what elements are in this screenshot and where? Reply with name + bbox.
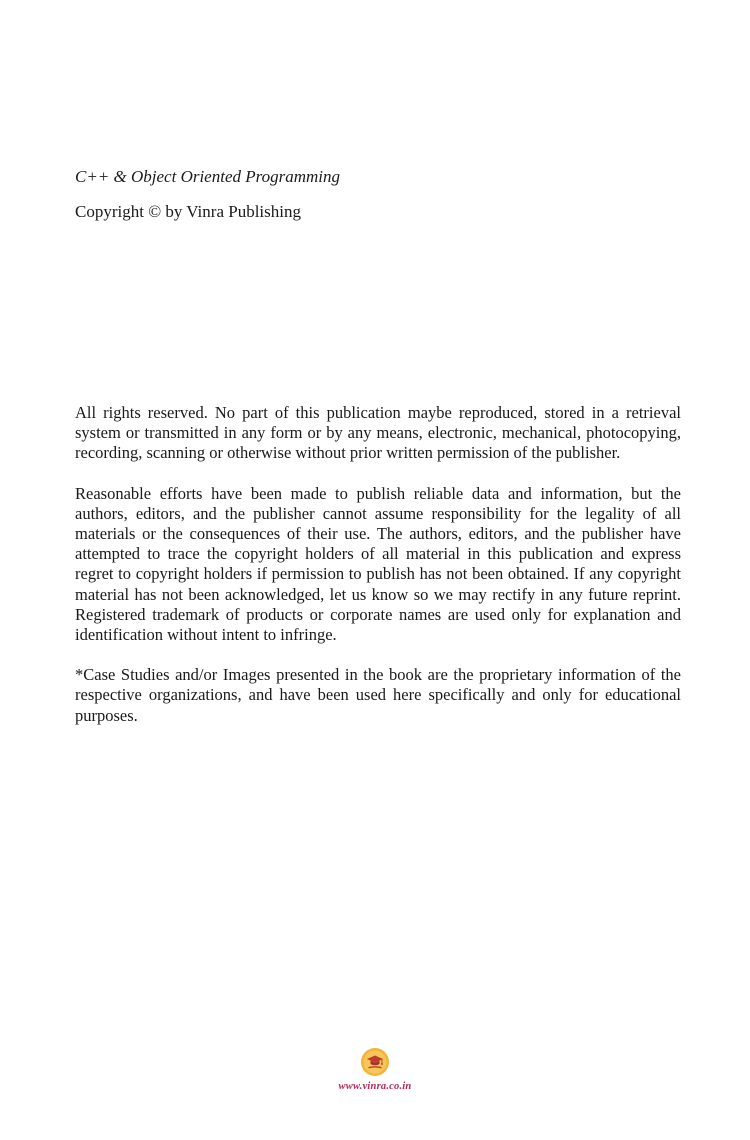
- disclaimer-paragraph: Reasonable efforts have been made to publish reliable data and information, but the authors, editors, and the publisher cannot assume responsibility for the legality of all materials or the consequences of their use. The authors, editors, and the publisher have attempted to trace the copyright holders of all material in this publication and express regret to copyright holders if permission to publish has not been obtained. If any copyright material has not been acknowledged, let us know so we may rectify in any future reprint. Registered trademark of products or corporate names are used only for explanation and identification without intent to infringe.: [75, 483, 681, 645]
- rights-reserved-paragraph: All rights reserved. No part of this publication maybe reproduced, stored in a retrieval system or transmitted in any form or by any means, electronic, mechanical, photocopying, recording, scanning or otherwise without prior written permission of the publisher.: [75, 403, 681, 463]
- copyright-line: Copyright © by Vinra Publishing: [75, 202, 301, 221]
- vinra-logo-icon: [360, 1047, 390, 1077]
- case-studies-paragraph: *Case Studies and/or Images presented in the book are the proprietary information of the respective organizations, and have been used here specifically and only for educational purposes.: [75, 665, 681, 725]
- legal-notice: [75, 403, 681, 746]
- website-url[interactable]: www.vinra.co.in: [338, 1081, 412, 1092]
- footer: [0, 1047, 750, 1092]
- book-title: C++ & Object Oriented Programming: [75, 167, 341, 186]
